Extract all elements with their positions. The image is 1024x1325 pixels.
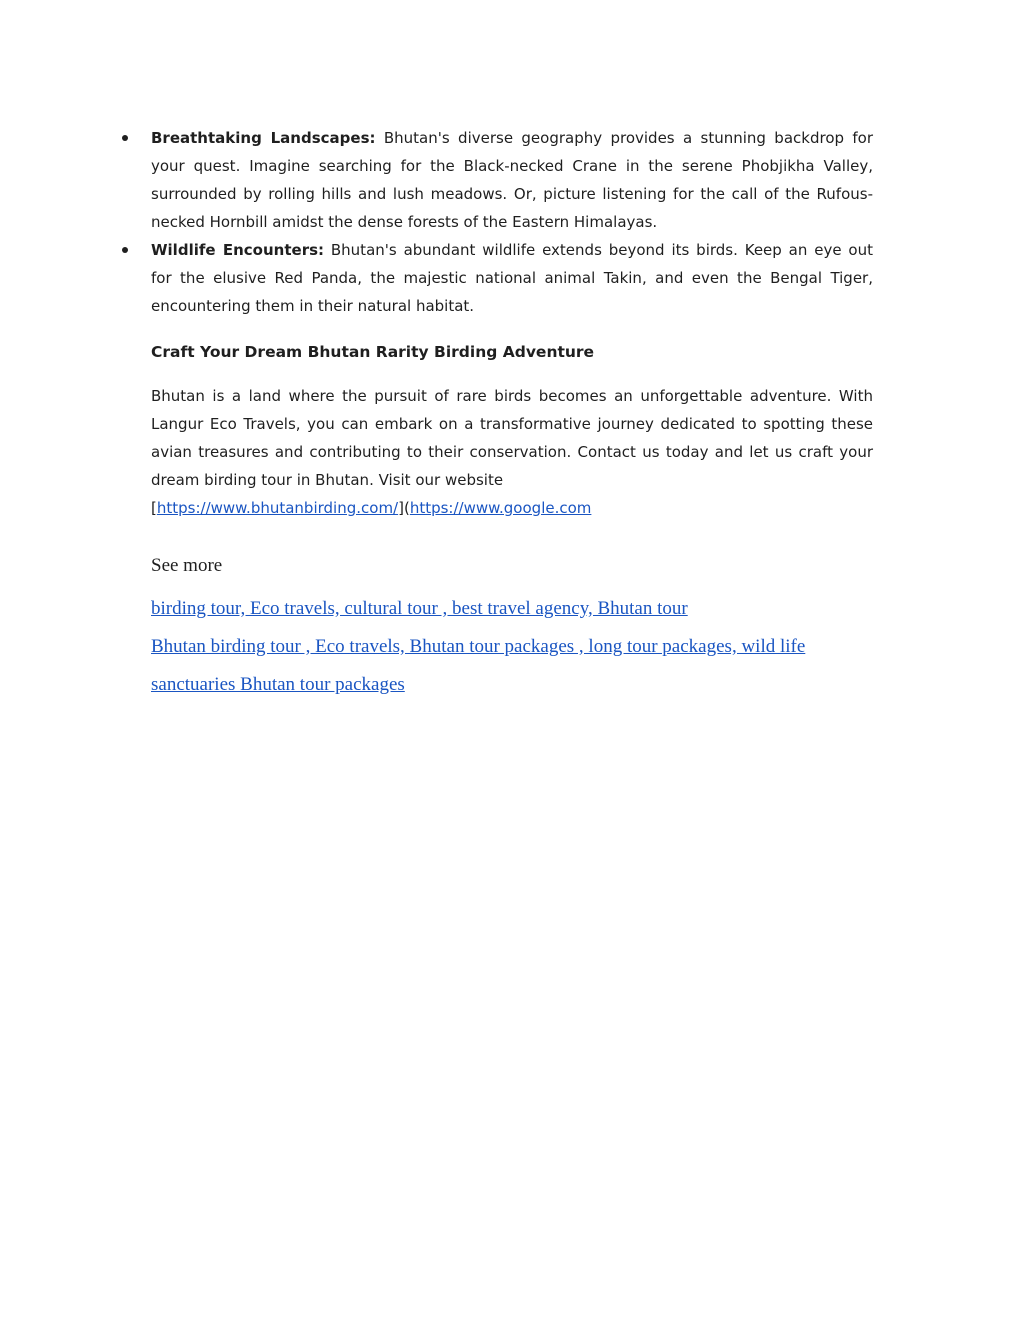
bullet-label: Wildlife Encounters: [151,241,325,259]
related-links [151,590,871,704]
see-more-label: See more [151,555,223,576]
paragraph-text: Bhutan is a land where the pursuit of rare birds becomes an unforgettable adventure. With Langur Eco Travels, you can embark on a transformative journey dedicated to spotting these avian treasures and contributing to their conservation. Contact us today and let us craft your dream birding tour in Bhutan. Visit our website [151,387,873,489]
google-link[interactable]: https://www.google.com [409,499,592,517]
feature-list [151,124,873,320]
bullet-text: Bhutan's diverse geography provides a stunning backdrop for your quest. Imagine searching for the Black-necked Crane in the serene Phobjikha Valley, surrounded by rolling hills and lush meadows. Or, picture listening for the call of the Rufous-necked Hornbill amidst the dense forests of the Eastern Himalayas. [151,129,874,231]
related-link-2[interactable]: Bhutan birding tour , Eco travels, Bhutan tour packages , long tour packages, wild life sanctuaries Bhutan tour packages [151,636,806,695]
bullet-text: Bhutan's abundant wildlife extends beyond its birds. Keep an eye out for the elusive Red Panda, the majestic national animal Takin, and even the Bengal Tiger, encountering them in their natural habitat. [151,241,873,315]
related-link-1[interactable]: birding tour, Eco travels, cultural tour , best travel agency, Bhutan tour [151,598,688,619]
link-line [151,499,591,517]
list-item [151,236,873,320]
section-heading: Craft Your Dream Bhutan Rarity Birding Adventure [151,343,595,361]
bhutanbirding-link[interactable]: https://www.bhutanbirding.com/ [156,499,399,517]
list-item [151,124,873,236]
bullet-label: Breathtaking Landscapes: [151,129,376,147]
bracket-paren: ]( [398,499,410,517]
open-bracket: [ [151,499,157,517]
body-paragraph [151,382,873,522]
